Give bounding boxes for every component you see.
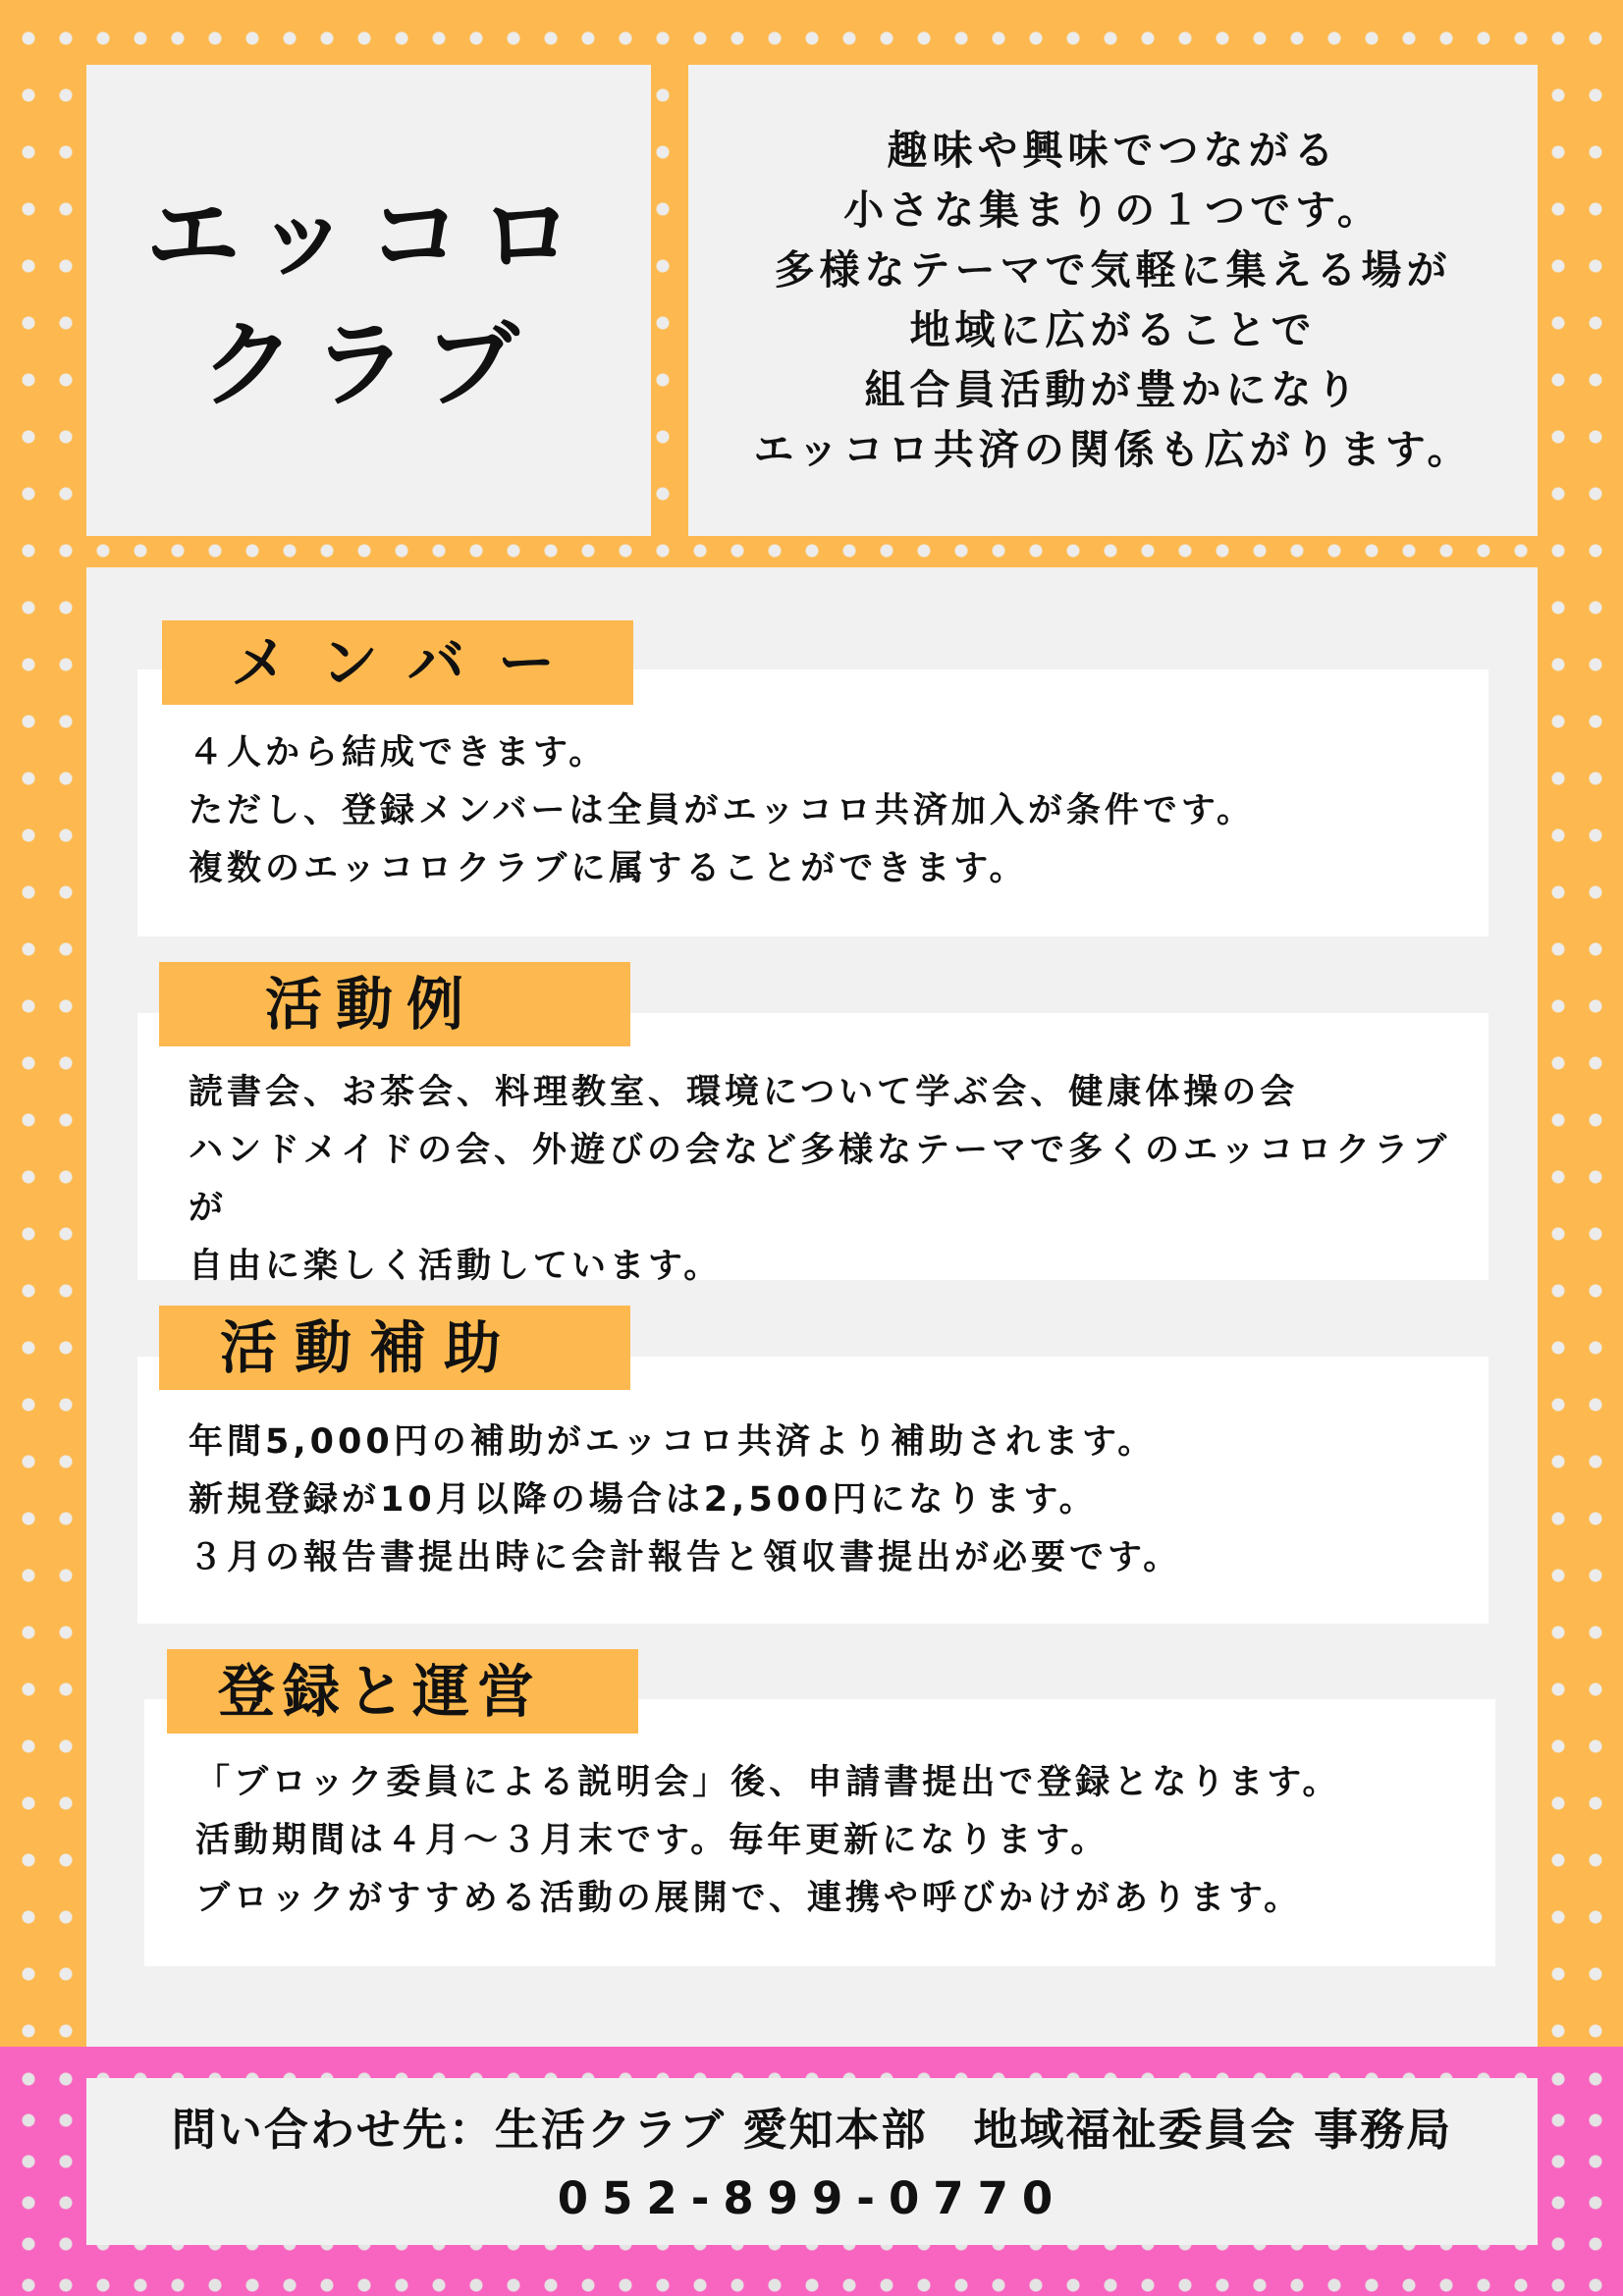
page-title: エッコロ クラブ [145,181,592,420]
section-card-member [137,669,1488,936]
section-text-subsidy: 年間5,000円の補助がエッコロ共済より補助されます。 新規登録が10月以降の場合は2,500円になります。 ３月の報告書提出時に会計報告と領収書提出が必要です。 [189,1422,1182,1577]
section-label-subsidy: 活動補助 [159,1306,630,1390]
contact-label: 問い合わせ先：生活クラブ 愛知本部 地域福祉委員会 事務局 [171,2104,1453,2156]
section-label-registration: 登録と運営 [167,1649,638,1734]
contact-phone-number[interactable]: 052-899-0770 [557,2172,1067,2224]
section-card-registration [144,1699,1495,1966]
section-text-member: ４人から結成できます。 ただし、登録メンバーは全員がエッコロ共済加入が条件です。 複数のエッコロクラブに属することができます。 [189,733,1256,888]
section-label-member: メンバー [162,620,633,705]
intro-panel [688,65,1538,536]
contact-panel [86,2078,1538,2245]
section-label-examples: 活動例 [159,962,630,1046]
intro-text: 趣味や興味でつながる 小さな集まりの１つです。 多様なテーマで気軽に集える場が 地域に広がることで 組合員活動が豊かになり エッコロ共済の関係も広がります。 [753,127,1473,473]
main-panel [86,567,1538,2047]
title-panel [86,65,651,536]
section-card-examples [137,1013,1488,1286]
section-text-examples: 読書会、お茶会、料理教室、環境について学ぶ会、健康体操の会 ハンドメイドの会、外遊びの会など多様なテーマで多くのエッコロクラブが 自由に楽しく活動しています。 [189,1073,1451,1286]
section-text-registration: 「ブロック委員による説明会」後、申請書提出で登録となります。 活動期間は４月～３月末です。毎年更新になります。 ブロックがすすめる活動の展開で、連携や呼びかけがあります。 [195,1763,1341,1918]
section-card-subsidy [137,1357,1488,1624]
